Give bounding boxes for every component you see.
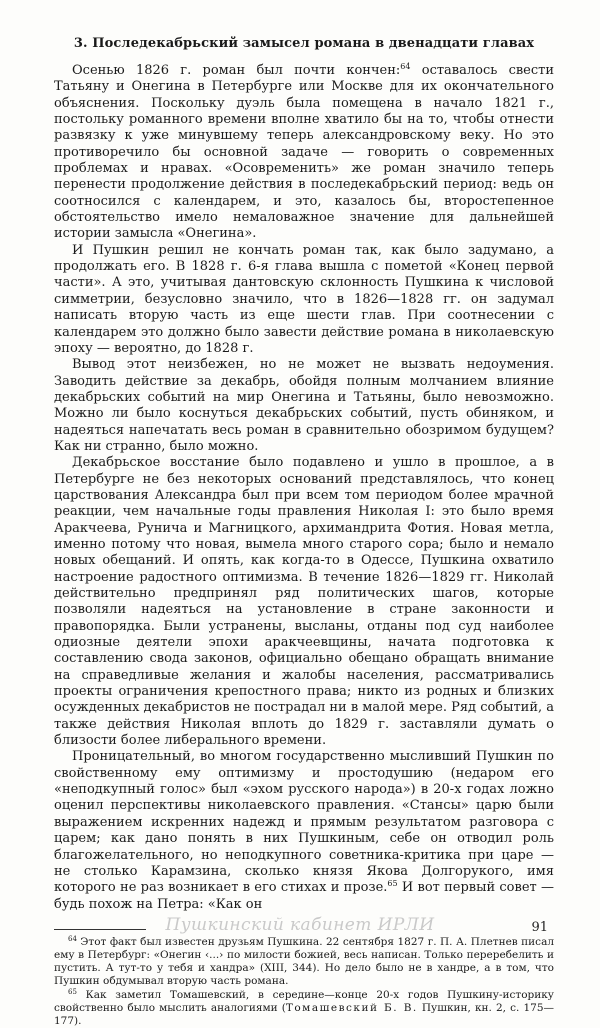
body-text: [54, 63, 554, 913]
footnotes: [54, 936, 554, 1028]
page-content: [54, 36, 554, 1028]
footnote-64-text: Этот факт был известен друзьям Пушкина. 22 сентября 1827 г. П. А. Плетнев писал ему в Петербург: «Онегин ‹...› по милости божией, весь написан. Только переребелить и пустить. А тут-то у тебя и хандра» (XIII, 344). Но дело было не в хандре, а в том, что Пушкин обдумывал вторую часть романа.: [54, 935, 554, 988]
footnote-64-number: 64: [68, 934, 77, 943]
footnote-ref-64[interactable]: 64: [400, 62, 411, 71]
section-heading: 3. Последекабрьский замысел романа в двенадцати главах: [73, 36, 535, 51]
paragraph-4: Декабрьское восстание было подавлено и ушло в прошлое, а в Петербурге не без некоторых оснований представлялось, что конец царствования Александра был при всем том периодом более мрачной реакции, чем начальные годы правления Николая I: это было время Аракчеева, Рунича и Магницкого, архимандрита Фотия. Новая метла, именно потому что новая, вымела много старого сора; было и немало новых обещаний. И опять, как когда-то в Одессе, Пушкина охватило настроение радостного оптимизма. В течение 1826—1829 гг. Николай действительно предпринял ряд политических шагов, которые позволяли надеяться на установление в стране законности и правопорядка. Были устранены, высланы, отданы под суд наиболее одиозные деятели эпохи аракчеевщины, начата подготовка к составлению свода законов, официально обещано обращать внимание на справедливые желания и жалобы населения, рассматривались проекты ограничения крепостного права; никто из родных и близких осужденных декабристов не пострадал ни в малой мере. Ряд событий, а также действия Николая вплоть до 1829 г. заставляли думать о близости более либерального времени.: [54, 455, 555, 749]
footnote-65-number: 65: [68, 987, 77, 996]
paragraph-1-part-a: Осенью 1826 г. роман был почти кончен:: [72, 63, 401, 78]
footnote-65-text-b: Пушкин, кн. 2, с. 175—177).: [54, 1001, 555, 1028]
footnote-64: [54, 936, 554, 989]
watermark: Пушкинский кабинет ИРЛИ: [165, 915, 435, 935]
paragraph-3: Вывод этот неизбежен, но не может не вызвать недоумения. Заводить действие за декабрь, обойдя полным молчанием влияние декабрьских событий на мир Онегина и Татьяны, было невозможно. Можно ли было коснуться декабрьских событий, пусть обиняком, и надеяться напечатать весь роман в сравнительно обозримом будущем? Как ни странно, было можно.: [54, 357, 554, 454]
footnote-65-text-a: Как заметил Томашевский, в середине—конце 20-х годов Пушкину-историку свойственно было мыслить аналогиями (: [54, 988, 554, 1014]
paragraph-1-part-b: оставалось свести Татьяну и Онегина в Петербурге или Москве для их окончательного объяснения. Поскольку дуэль была помещена в начало 1821 г., постольку романного времени вполне хватило бы на то, чтобы отнести развязку к уже минувшему теперь александровскому веку. Но это противоречило бы основной задаче — говорить о современных проблемах и нравах. «Осовременить» же роман значило теперь перенести продолжение действия в последекабрьский период: ведь он соотносился с календарем, и это, казалось бы, второстепенное обстоятельство имело немаловажное значение для дальнейшей истории замысла «Онегина».: [54, 63, 554, 242]
page-number: 91: [531, 920, 548, 935]
paragraph-5-part-a: Проницательный, во многом государственно мысливший Пушкин по свойственному ему оптимизму и простодушию (недаром его «неподкупный голос» был «эхом русского народа») в 20-х годах ложно оценил перспективы николаевского правления. «Стансы» царю были выражением искренних надежд и прямым результатом разговора с царем; как дано понять в них Пушкиным, себе он отводил роль благожелательного, но неподкупного советника-критика при царе — не столько Карамзина, сколько князя Якова Долгорукого, имя которого не раз возникает в его стихах и прозе.: [54, 749, 554, 896]
paragraph-1: [54, 63, 554, 243]
footnote-65: [54, 989, 554, 1028]
paragraph-5: [54, 749, 554, 912]
paragraph-2: И Пушкин решил не кончать роман так, как было задумано, а продолжать его. В 1828 г. 6-я глава вышла с пометой «Конец первой части». А это, учитывая дантовскую склонность Пушкина к числовой симметрии, безусловно значило, что в 1826—1828 гг. он задумал написать вторую часть из еще шести глав. При соотнесении с календарем это должно было завести действие романа в николаевскую эпоху — вероятно, до 1828 г.: [54, 242, 554, 356]
paragraph-5-part-b: И вот первый совет — будь похож на Петра: «Как он: [54, 880, 554, 912]
footnote-65-author: Томашевский Б. В.: [285, 1001, 418, 1014]
footnote-ref-65[interactable]: 65: [387, 879, 398, 889]
